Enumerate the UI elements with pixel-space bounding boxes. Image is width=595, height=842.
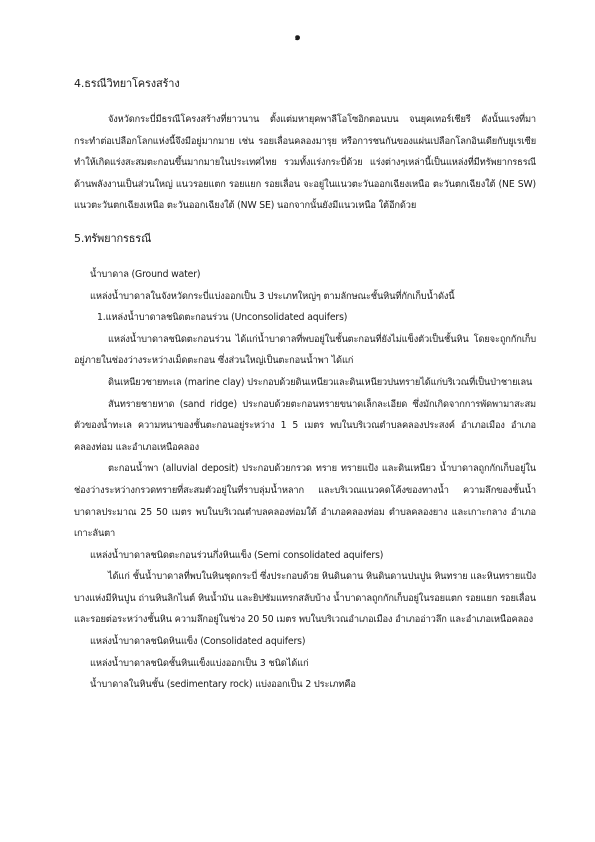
item-unconsolidated-aquifers: 1.แหล่งน้ำบาดาลชนิดตะกอนร่วน (Unconsolidated aquifers) [97,312,348,324]
paragraph-marine-clay: ดินเหนียวชายทะเล (marine clay) ประกอบด้วยดินเหนียวและดินเหนียวปนทรายได้แก่บริเวณที่เป็นป่าชายเลน [108,376,533,388]
section-heading-resources: 5.ทรัพยากรธรณี [74,231,152,245]
section-heading-geology: 4.ธรณีวิทยาโครงสร้าง [74,77,180,90]
item-consolidated-aquifers: แหล่งน้ำบาดาลชนิดหินแข็ง (Consolidated aquifers) [90,636,306,648]
paragraph-unconsolidated-description: แหล่งน้ำบาดาลชนิดตะกอนร่วน ได้แก่น้ำบาดาลที่พบอยู่ในชั้นตะกอนที่ยังไม่แข็งตัวเป็นชั้นหิน โดยจะถูกกักเก็บอยู่ภายในช่องว่างระหว่างเม็ดตะกอน ซึ่งส่วนใหญ่เป็นตะกอนน้ำพา ได้แก่ [74,333,536,367]
paragraph-sedimentary-rock: น้ำบาดาลในหินชั้น (sedimentary rock) แบ่งออกเป็น 2 ประเภทคือ [90,679,356,691]
paragraph-structural-geology: จังหวัดกระบี่มีธรณีโครงสร้างที่ยาวนาน ตั้งแต่มหายุคพาลีโอโซอิกตอนบน จนยุคเทอร์เชียรี ดังนั้นแรงที่มากระทำต่อเปลือกโลกแห่งนี้จึงมีอยู่มากมาย เช่น รอยเลื่อนคลองมารุย หรือการชนกันของแผ่นเปลือกโลกอินเดียกับยูเรเซีย ทำให้เกิดแร่งสะสมตะกอนขึ้นมากมายในประเทศไทย รวมทั้งแร่งกระบี่ด้วย แร่งต่างๆเหล่านี้เป็นแหล่งที่มีทรัพยากรธรณี ด้านพลังงานเป็นส่วนใหญ่ แนวรอยแตก รอยแยก รอยเลื่อน จะอยู่ในแนวตะวันออกเฉียงเหนือ ตะวันตกเฉียงใต้ (NE SW) แนวตะวันตกเฉียงเหนือ ตะวันออกเฉียงใต้ (NW SE) นอกจากนั้นยังมีแนวเหนือ ใต้อีกด้วย [74,114,536,212]
item-semi-consolidated-aquifers: แหล่งน้ำบาดาลชนิดตะกอนร่วนกึ่งหินแข็ง (Semi consolidated aquifers) [90,549,384,561]
paragraph-consolidated-types: แหล่งน้ำบาดาลชนิดชั้นหินแข็งแบ่งออกเป็น 3 ชนิดได้แก่ [90,657,309,669]
paragraph-semi-consolidated-description: ได้แก่ ชั้นน้ำบาดาลที่พบในหินชุดกระบี่ ซึ่งประกอบด้วย หินดินดาน หินดินดานปนปูน หินทราย และหินทรายแป้ง บางแห่งมีหินปูน ถ่านหินลิกไนต์ หินน้ำมัน และยิปซัมแทรกสลับบ้าง น้ำบาดาลถูกกักเก็บอยู่ในรอยแตก รอยแยก รอยเลื่อน และรอยต่อระหว่างชั้นหิน ความลึกอยู่ในช่วง 20 50 เมตร พบในบริเวณอำเภอเมือง อำเภออ่าวลึก และอำเภอเหนือคลอง [74,571,536,626]
paragraph-groundwater-types: แหล่งน้ำบาดาลในจังหวัดกระบี่แบ่งออกเป็น 3 ประเภทใหญ่ๆ ตามลักษณะชั้นหินที่กักเก็บน้ำดังนี้ [90,290,455,302]
subheading-groundwater: น้ำบาดาล (Ground water) [90,268,201,280]
paragraph-sand-ridge: สันทรายชายหาด (sand ridge) ประกอบด้วยตะกอนทรายขนาดเล็กละเอียด ซึ่งมักเกิดจากการพัดพามาสะสมตัวของน้ำทะเล ความหนาของชั้นตะกอนอยู่ระหว่าง 1 5 เมตร พบในบริเวณตำบลคลองประสงค์ อำเภอเมือง อำเภอคลองท่อม และอำเภอเหนือคลอง [74,398,536,453]
page-number: ๑ [294,32,301,43]
page-content [74,72,536,696]
paragraph-alluvial-deposit: ตะกอนน้ำพา (alluvial deposit) ประกอบด้วยกรวด ทราย ทรายแป้ง และดินเหนียว น้ำบาดาลถูกกักเก็บอยู่ในช่องว่างระหว่างกรวดทรายที่สะสมตัวอยู่ในที่ราบลุ่มน้ำหลาก และบริเวณแนวคดโค้งของทางน้ำ ความลึกของชั้นน้ำบาดาลประมาณ 25 50 เมตร พบในบริเวณตำบลคลองท่อมใต้ อำเภอคลองท่อม ตำบลคลองยาง และเกาะกลาง อำเภอเกาะลันตา [74,463,536,540]
